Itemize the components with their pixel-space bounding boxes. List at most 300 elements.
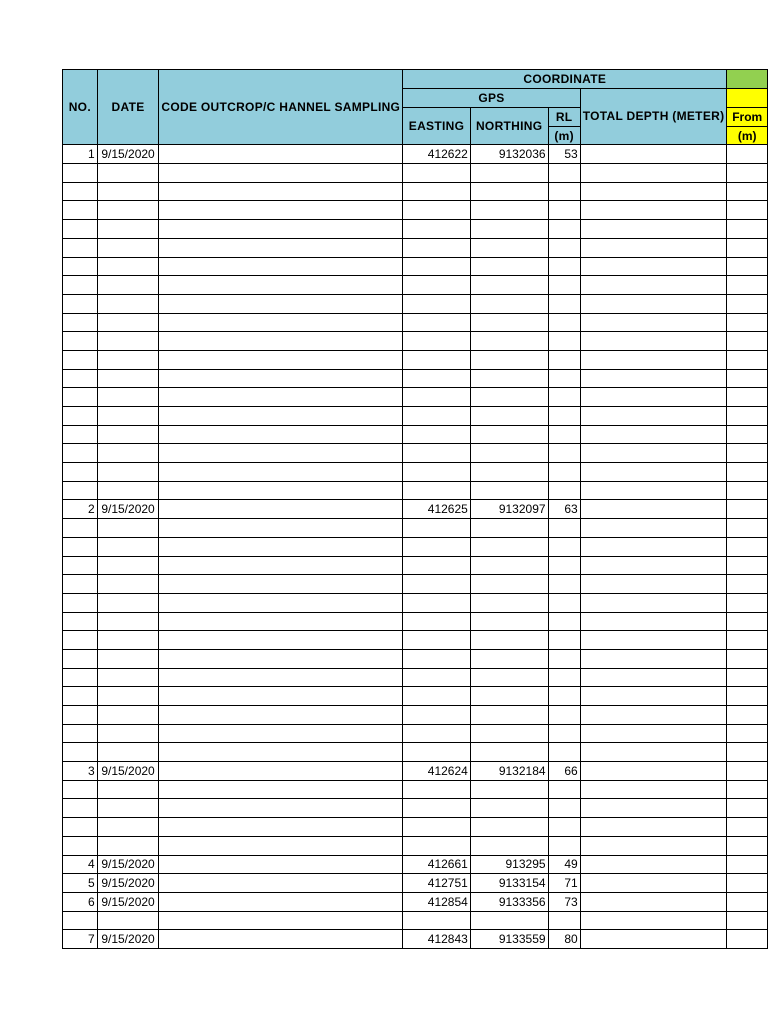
cell-no[interactable] <box>63 799 98 818</box>
cell-northing[interactable] <box>470 369 548 388</box>
cell-code[interactable] <box>159 332 403 351</box>
cell-no[interactable]: 7 <box>63 930 98 949</box>
cell-northing[interactable] <box>470 425 548 444</box>
cell-date[interactable]: 9/15/2020 <box>97 930 159 949</box>
cell-easting[interactable] <box>403 593 471 612</box>
cell-date[interactable] <box>97 649 159 668</box>
cell-northing[interactable] <box>470 836 548 855</box>
cell-date[interactable] <box>97 481 159 500</box>
cell-rl[interactable] <box>548 332 580 351</box>
cell-date[interactable]: 9/15/2020 <box>97 500 159 519</box>
cell-northing[interactable] <box>470 743 548 762</box>
cell-rl[interactable] <box>548 444 580 463</box>
cell-from[interactable] <box>727 238 768 257</box>
cell-rl[interactable]: 63 <box>548 500 580 519</box>
cell-date[interactable] <box>97 407 159 426</box>
cell-date[interactable] <box>97 220 159 239</box>
cell-no[interactable] <box>63 463 98 482</box>
cell-total-depth[interactable] <box>580 313 727 332</box>
cell-code[interactable] <box>159 668 403 687</box>
cell-easting[interactable] <box>403 388 471 407</box>
cell-no[interactable] <box>63 276 98 295</box>
cell-northing[interactable] <box>470 407 548 426</box>
cell-date[interactable] <box>97 238 159 257</box>
cell-total-depth[interactable] <box>580 836 727 855</box>
cell-no[interactable] <box>63 388 98 407</box>
cell-northing[interactable] <box>470 724 548 743</box>
cell-no[interactable] <box>63 220 98 239</box>
cell-rl[interactable] <box>548 238 580 257</box>
cell-rl[interactable] <box>548 425 580 444</box>
cell-from[interactable] <box>727 182 768 201</box>
cell-easting[interactable] <box>403 743 471 762</box>
cell-no[interactable] <box>63 407 98 426</box>
cell-rl[interactable] <box>548 407 580 426</box>
cell-easting[interactable] <box>403 294 471 313</box>
cell-rl[interactable] <box>548 257 580 276</box>
cell-total-depth[interactable] <box>580 537 727 556</box>
cell-code[interactable] <box>159 369 403 388</box>
cell-from[interactable] <box>727 706 768 725</box>
cell-total-depth[interactable] <box>580 631 727 650</box>
cell-date[interactable] <box>97 799 159 818</box>
cell-date[interactable] <box>97 201 159 220</box>
cell-no[interactable] <box>63 519 98 538</box>
cell-code[interactable] <box>159 388 403 407</box>
cell-rl[interactable]: 71 <box>548 874 580 893</box>
cell-northing[interactable] <box>470 220 548 239</box>
cell-rl[interactable]: 73 <box>548 892 580 911</box>
cell-code[interactable] <box>159 350 403 369</box>
cell-code[interactable] <box>159 238 403 257</box>
cell-total-depth[interactable] <box>580 818 727 837</box>
cell-from[interactable] <box>727 612 768 631</box>
cell-total-depth[interactable] <box>580 481 727 500</box>
cell-date[interactable] <box>97 537 159 556</box>
cell-total-depth[interactable] <box>580 649 727 668</box>
cell-total-depth[interactable] <box>580 855 727 874</box>
cell-from[interactable] <box>727 556 768 575</box>
cell-no[interactable] <box>63 294 98 313</box>
cell-code[interactable] <box>159 201 403 220</box>
cell-date[interactable]: 9/15/2020 <box>97 145 159 164</box>
cell-no[interactable]: 4 <box>63 855 98 874</box>
cell-no[interactable] <box>63 724 98 743</box>
cell-from[interactable] <box>727 649 768 668</box>
cell-no[interactable]: 6 <box>63 892 98 911</box>
cell-total-depth[interactable] <box>580 575 727 594</box>
cell-total-depth[interactable] <box>580 463 727 482</box>
cell-no[interactable] <box>63 481 98 500</box>
cell-rl[interactable] <box>548 369 580 388</box>
cell-no[interactable] <box>63 350 98 369</box>
cell-rl[interactable] <box>548 687 580 706</box>
cell-easting[interactable] <box>403 612 471 631</box>
cell-date[interactable] <box>97 575 159 594</box>
cell-rl[interactable] <box>548 182 580 201</box>
cell-from[interactable] <box>727 537 768 556</box>
cell-northing[interactable] <box>470 612 548 631</box>
cell-no[interactable] <box>63 369 98 388</box>
cell-northing[interactable] <box>470 463 548 482</box>
cell-total-depth[interactable] <box>580 911 727 930</box>
cell-easting[interactable] <box>403 481 471 500</box>
cell-code[interactable] <box>159 818 403 837</box>
cell-northing[interactable] <box>470 687 548 706</box>
cell-from[interactable] <box>727 388 768 407</box>
cell-northing[interactable] <box>470 575 548 594</box>
cell-northing[interactable] <box>470 519 548 538</box>
cell-no[interactable] <box>63 201 98 220</box>
cell-easting[interactable] <box>403 444 471 463</box>
cell-total-depth[interactable] <box>580 201 727 220</box>
cell-code[interactable] <box>159 145 403 164</box>
cell-rl[interactable] <box>548 911 580 930</box>
cell-no[interactable] <box>63 313 98 332</box>
cell-total-depth[interactable] <box>580 743 727 762</box>
cell-no[interactable] <box>63 537 98 556</box>
cell-northing[interactable]: 913295 <box>470 855 548 874</box>
cell-easting[interactable] <box>403 649 471 668</box>
cell-date[interactable]: 9/15/2020 <box>97 874 159 893</box>
cell-from[interactable] <box>727 350 768 369</box>
cell-date[interactable] <box>97 668 159 687</box>
cell-no[interactable] <box>63 556 98 575</box>
cell-rl[interactable]: 80 <box>548 930 580 949</box>
cell-date[interactable] <box>97 911 159 930</box>
cell-rl[interactable] <box>548 631 580 650</box>
cell-no[interactable] <box>63 687 98 706</box>
cell-easting[interactable] <box>403 687 471 706</box>
cell-date[interactable] <box>97 724 159 743</box>
cell-total-depth[interactable] <box>580 500 727 519</box>
cell-code[interactable] <box>159 930 403 949</box>
cell-total-depth[interactable] <box>580 706 727 725</box>
cell-from[interactable] <box>727 818 768 837</box>
cell-from[interactable] <box>727 164 768 183</box>
cell-code[interactable] <box>159 911 403 930</box>
cell-total-depth[interactable] <box>580 930 727 949</box>
cell-total-depth[interactable] <box>580 294 727 313</box>
cell-northing[interactable] <box>470 668 548 687</box>
cell-rl[interactable] <box>548 294 580 313</box>
cell-easting[interactable] <box>403 332 471 351</box>
cell-date[interactable] <box>97 463 159 482</box>
cell-from[interactable] <box>727 481 768 500</box>
cell-from[interactable] <box>727 874 768 893</box>
cell-easting[interactable] <box>403 575 471 594</box>
cell-easting[interactable]: 412751 <box>403 874 471 893</box>
cell-no[interactable] <box>63 593 98 612</box>
cell-northing[interactable] <box>470 294 548 313</box>
cell-rl[interactable] <box>548 818 580 837</box>
cell-from[interactable] <box>727 575 768 594</box>
cell-date[interactable] <box>97 332 159 351</box>
cell-date[interactable]: 9/15/2020 <box>97 892 159 911</box>
cell-code[interactable] <box>159 182 403 201</box>
cell-northing[interactable]: 9133154 <box>470 874 548 893</box>
cell-code[interactable] <box>159 780 403 799</box>
cell-easting[interactable] <box>403 836 471 855</box>
cell-northing[interactable] <box>470 444 548 463</box>
cell-no[interactable]: 2 <box>63 500 98 519</box>
cell-from[interactable] <box>727 911 768 930</box>
cell-easting[interactable] <box>403 313 471 332</box>
cell-rl[interactable] <box>548 463 580 482</box>
cell-total-depth[interactable] <box>580 257 727 276</box>
cell-from[interactable] <box>727 425 768 444</box>
cell-northing[interactable] <box>470 537 548 556</box>
cell-northing[interactable] <box>470 593 548 612</box>
cell-date[interactable] <box>97 836 159 855</box>
cell-from[interactable] <box>727 294 768 313</box>
cell-no[interactable] <box>63 425 98 444</box>
cell-from[interactable] <box>727 743 768 762</box>
cell-total-depth[interactable] <box>580 519 727 538</box>
cell-easting[interactable] <box>403 556 471 575</box>
cell-rl[interactable] <box>548 649 580 668</box>
cell-from[interactable] <box>727 313 768 332</box>
cell-no[interactable] <box>63 818 98 837</box>
cell-easting[interactable] <box>403 407 471 426</box>
cell-rl[interactable] <box>548 164 580 183</box>
cell-rl[interactable] <box>548 575 580 594</box>
cell-code[interactable] <box>159 612 403 631</box>
cell-northing[interactable] <box>470 799 548 818</box>
cell-easting[interactable]: 412854 <box>403 892 471 911</box>
cell-from[interactable] <box>727 799 768 818</box>
cell-from[interactable] <box>727 463 768 482</box>
cell-code[interactable] <box>159 425 403 444</box>
cell-northing[interactable] <box>470 556 548 575</box>
cell-no[interactable] <box>63 238 98 257</box>
cell-code[interactable] <box>159 444 403 463</box>
cell-from[interactable] <box>727 444 768 463</box>
cell-northing[interactable] <box>470 350 548 369</box>
cell-from[interactable] <box>727 369 768 388</box>
cell-from[interactable] <box>727 500 768 519</box>
cell-total-depth[interactable] <box>580 668 727 687</box>
cell-total-depth[interactable] <box>580 332 727 351</box>
cell-no[interactable] <box>63 444 98 463</box>
cell-code[interactable] <box>159 500 403 519</box>
cell-from[interactable] <box>727 145 768 164</box>
cell-rl[interactable] <box>548 519 580 538</box>
cell-northing[interactable] <box>470 313 548 332</box>
cell-code[interactable] <box>159 649 403 668</box>
cell-no[interactable] <box>63 257 98 276</box>
cell-code[interactable] <box>159 892 403 911</box>
cell-rl[interactable] <box>548 481 580 500</box>
cell-total-depth[interactable] <box>580 556 727 575</box>
cell-code[interactable] <box>159 294 403 313</box>
cell-from[interactable] <box>727 668 768 687</box>
cell-code[interactable] <box>159 799 403 818</box>
cell-code[interactable] <box>159 762 403 781</box>
cell-rl[interactable] <box>548 612 580 631</box>
cell-rl[interactable] <box>548 276 580 295</box>
cell-from[interactable] <box>727 276 768 295</box>
cell-no[interactable] <box>63 649 98 668</box>
cell-date[interactable] <box>97 425 159 444</box>
cell-code[interactable] <box>159 164 403 183</box>
cell-northing[interactable] <box>470 238 548 257</box>
cell-northing[interactable] <box>470 818 548 837</box>
cell-from[interactable] <box>727 332 768 351</box>
cell-from[interactable] <box>727 201 768 220</box>
cell-easting[interactable]: 412843 <box>403 930 471 949</box>
cell-easting[interactable] <box>403 818 471 837</box>
cell-rl[interactable] <box>548 799 580 818</box>
cell-northing[interactable] <box>470 276 548 295</box>
cell-rl[interactable] <box>548 836 580 855</box>
cell-easting[interactable] <box>403 238 471 257</box>
cell-total-depth[interactable] <box>580 612 727 631</box>
cell-rl[interactable] <box>548 780 580 799</box>
cell-easting[interactable] <box>403 220 471 239</box>
cell-code[interactable] <box>159 463 403 482</box>
cell-rl[interactable] <box>548 743 580 762</box>
cell-easting[interactable] <box>403 257 471 276</box>
cell-northing[interactable] <box>470 388 548 407</box>
cell-date[interactable] <box>97 369 159 388</box>
cell-total-depth[interactable] <box>580 388 727 407</box>
cell-easting[interactable]: 412661 <box>403 855 471 874</box>
cell-total-depth[interactable] <box>580 444 727 463</box>
cell-total-depth[interactable] <box>580 687 727 706</box>
cell-date[interactable] <box>97 631 159 650</box>
cell-date[interactable] <box>97 780 159 799</box>
cell-easting[interactable] <box>403 724 471 743</box>
cell-date[interactable] <box>97 687 159 706</box>
cell-easting[interactable] <box>403 276 471 295</box>
cell-from[interactable] <box>727 724 768 743</box>
cell-easting[interactable] <box>403 537 471 556</box>
cell-date[interactable] <box>97 593 159 612</box>
cell-easting[interactable] <box>403 350 471 369</box>
cell-northing[interactable] <box>470 164 548 183</box>
cell-no[interactable]: 1 <box>63 145 98 164</box>
cell-code[interactable] <box>159 276 403 295</box>
cell-easting[interactable] <box>403 369 471 388</box>
cell-date[interactable]: 9/15/2020 <box>97 855 159 874</box>
cell-no[interactable] <box>63 182 98 201</box>
cell-code[interactable] <box>159 537 403 556</box>
cell-total-depth[interactable] <box>580 369 727 388</box>
cell-date[interactable] <box>97 294 159 313</box>
cell-northing[interactable] <box>470 257 548 276</box>
cell-northing[interactable] <box>470 201 548 220</box>
cell-no[interactable] <box>63 631 98 650</box>
cell-northing[interactable] <box>470 706 548 725</box>
cell-date[interactable] <box>97 388 159 407</box>
cell-easting[interactable] <box>403 799 471 818</box>
cell-easting[interactable] <box>403 519 471 538</box>
cell-from[interactable] <box>727 220 768 239</box>
cell-northing[interactable] <box>470 911 548 930</box>
cell-total-depth[interactable] <box>580 182 727 201</box>
cell-total-depth[interactable] <box>580 407 727 426</box>
cell-rl[interactable] <box>548 313 580 332</box>
cell-total-depth[interactable] <box>580 350 727 369</box>
cell-code[interactable] <box>159 575 403 594</box>
cell-easting[interactable] <box>403 182 471 201</box>
cell-no[interactable] <box>63 836 98 855</box>
cell-northing[interactable]: 9132097 <box>470 500 548 519</box>
cell-no[interactable] <box>63 780 98 799</box>
cell-rl[interactable] <box>548 388 580 407</box>
cell-code[interactable] <box>159 706 403 725</box>
cell-northing[interactable]: 9132036 <box>470 145 548 164</box>
cell-date[interactable] <box>97 444 159 463</box>
cell-code[interactable] <box>159 220 403 239</box>
cell-easting[interactable] <box>403 668 471 687</box>
cell-total-depth[interactable] <box>580 799 727 818</box>
cell-northing[interactable] <box>470 481 548 500</box>
cell-no[interactable] <box>63 911 98 930</box>
cell-easting[interactable] <box>403 463 471 482</box>
cell-easting[interactable] <box>403 706 471 725</box>
cell-date[interactable] <box>97 257 159 276</box>
cell-date[interactable] <box>97 350 159 369</box>
cell-total-depth[interactable] <box>580 164 727 183</box>
cell-total-depth[interactable] <box>580 762 727 781</box>
cell-from[interactable] <box>727 780 768 799</box>
cell-rl[interactable]: 66 <box>548 762 580 781</box>
cell-no[interactable]: 5 <box>63 874 98 893</box>
cell-easting[interactable]: 412624 <box>403 762 471 781</box>
cell-no[interactable]: 3 <box>63 762 98 781</box>
cell-total-depth[interactable] <box>580 892 727 911</box>
cell-from[interactable] <box>727 631 768 650</box>
cell-total-depth[interactable] <box>580 724 727 743</box>
cell-total-depth[interactable] <box>580 874 727 893</box>
cell-no[interactable] <box>63 575 98 594</box>
cell-rl[interactable] <box>548 201 580 220</box>
cell-total-depth[interactable] <box>580 145 727 164</box>
cell-date[interactable] <box>97 276 159 295</box>
cell-easting[interactable]: 412625 <box>403 500 471 519</box>
cell-northing[interactable] <box>470 332 548 351</box>
cell-from[interactable] <box>727 593 768 612</box>
cell-total-depth[interactable] <box>580 220 727 239</box>
cell-from[interactable] <box>727 930 768 949</box>
cell-northing[interactable]: 9132184 <box>470 762 548 781</box>
cell-date[interactable] <box>97 182 159 201</box>
cell-northing[interactable] <box>470 780 548 799</box>
cell-rl[interactable] <box>548 220 580 239</box>
cell-date[interactable] <box>97 612 159 631</box>
cell-code[interactable] <box>159 743 403 762</box>
cell-total-depth[interactable] <box>580 593 727 612</box>
cell-no[interactable] <box>63 332 98 351</box>
cell-code[interactable] <box>159 556 403 575</box>
cell-northing[interactable] <box>470 631 548 650</box>
cell-rl[interactable]: 49 <box>548 855 580 874</box>
cell-code[interactable] <box>159 519 403 538</box>
cell-northing[interactable]: 9133559 <box>470 930 548 949</box>
cell-no[interactable] <box>63 668 98 687</box>
cell-easting[interactable] <box>403 780 471 799</box>
cell-from[interactable] <box>727 892 768 911</box>
cell-rl[interactable] <box>548 706 580 725</box>
cell-northing[interactable] <box>470 182 548 201</box>
cell-date[interactable] <box>97 519 159 538</box>
cell-date[interactable] <box>97 313 159 332</box>
cell-total-depth[interactable] <box>580 238 727 257</box>
cell-easting[interactable] <box>403 631 471 650</box>
cell-easting[interactable] <box>403 911 471 930</box>
